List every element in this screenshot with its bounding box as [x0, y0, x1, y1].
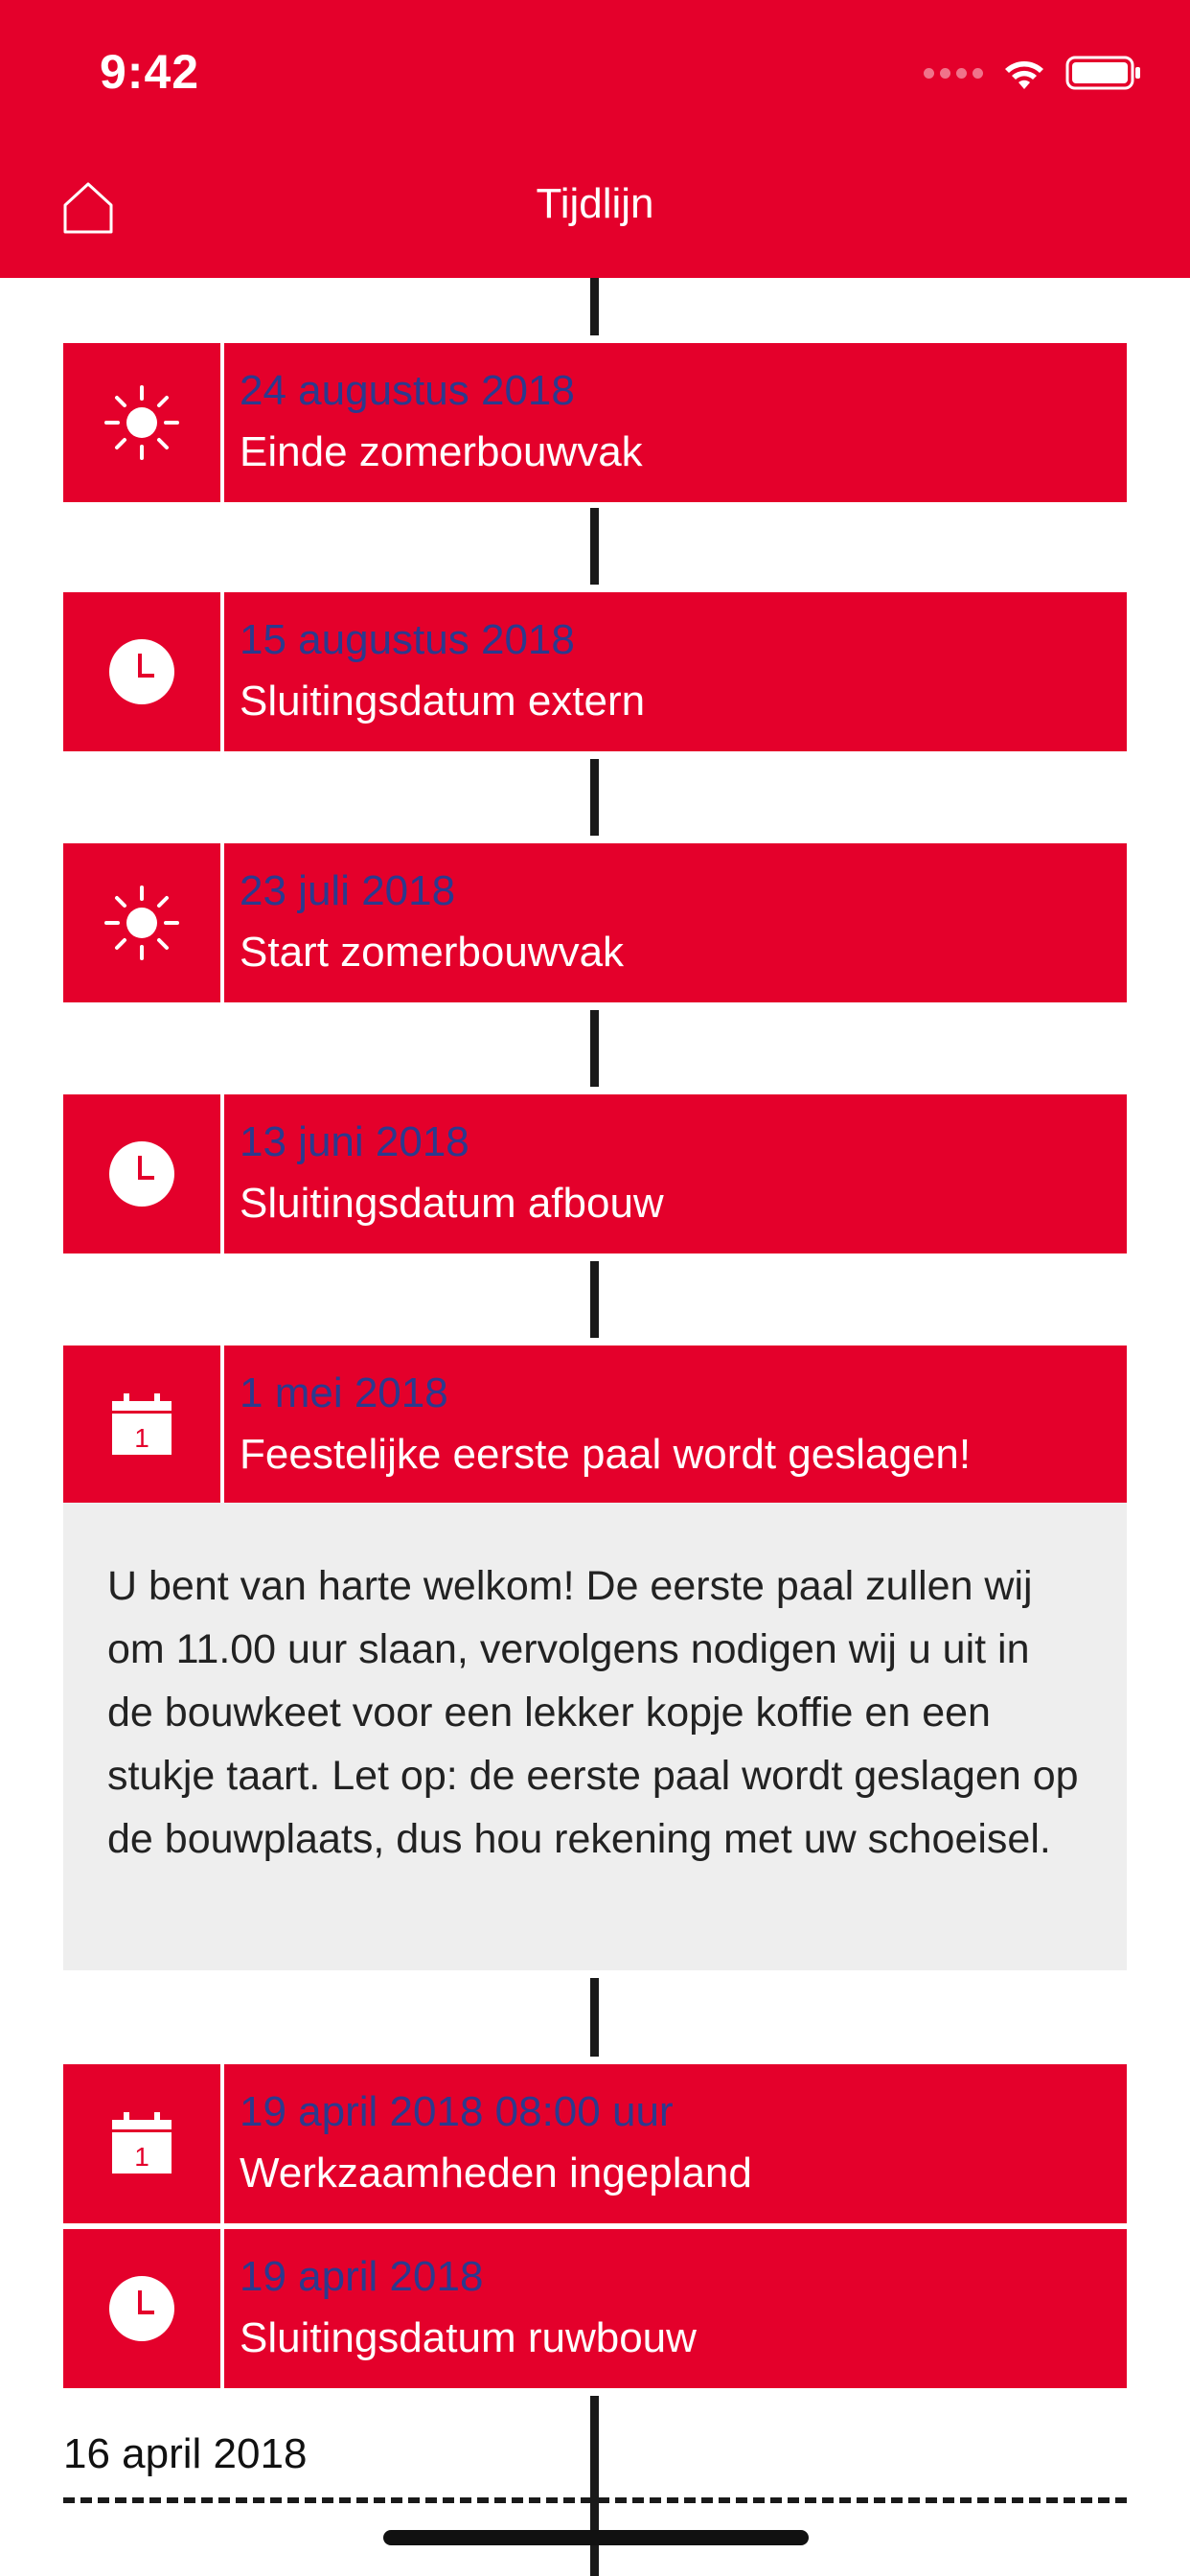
home-indicator[interactable] [383, 2530, 809, 2545]
svg-text:1: 1 [134, 1423, 149, 1453]
timeline-line [590, 1978, 599, 2057]
timeline-line [590, 759, 599, 836]
calendar-icon [99, 2101, 185, 2187]
app-header [0, 0, 1190, 278]
sun-icon [99, 380, 185, 466]
battery-icon [1065, 55, 1142, 91]
page-title: Tijdlijn [536, 180, 654, 227]
event-date: 1 mei 2018 [240, 1369, 448, 1416]
timeline-event[interactable] [63, 592, 1127, 751]
event-label: Sluitingsdatum ruwbouw [240, 2314, 697, 2361]
timeline-line [590, 2396, 599, 2576]
event-detail-text: U bent van harte welkom! De eerste paal zullen wij om 11.00 uur slaan, vervolgens nodigen wij u uit in de bouwkeet voor een lekker kopje koffie en een stukje taart. Let op: de eerste paal wordt geslagen op de bouwplaats, dus hou rekening met uw schoeisel. [63, 1503, 1127, 1970]
svg-text:1: 1 [134, 2142, 149, 2172]
timeline-event[interactable] [63, 843, 1127, 1002]
timeline-event-expanded[interactable] [63, 1346, 1127, 1505]
event-date: 19 april 2018 [240, 2253, 484, 2300]
event-date: 15 augustus 2018 [240, 616, 575, 663]
event-label: Feestelijke eerste paal wordt geslagen! [240, 1431, 972, 1478]
timeline-line [590, 1010, 599, 1087]
timeline-event[interactable] [63, 343, 1127, 502]
timeline-event[interactable] [63, 2229, 1127, 2388]
today-divider [63, 2497, 1127, 2503]
clock-icon [99, 1131, 185, 1217]
timeline-event[interactable] [63, 1094, 1127, 1254]
event-label: Start zomerbouwvak [240, 929, 625, 976]
calendar-icon [99, 1382, 185, 1468]
timeline-event[interactable] [63, 2064, 1127, 2223]
event-label: Sluitingsdatum afbouw [240, 1180, 664, 1227]
clock-icon [99, 629, 185, 715]
sun-icon [99, 880, 185, 966]
timeline-line [590, 508, 599, 585]
event-date: 13 juni 2018 [240, 1118, 469, 1165]
event-date: 23 juli 2018 [240, 867, 456, 914]
today-date-label: 16 april 2018 [63, 2430, 308, 2477]
clock-icon [99, 2266, 185, 2352]
event-label: Werkzaamheden ingepland [240, 2150, 752, 2196]
status-icons [924, 54, 1142, 92]
event-label: Sluitingsdatum extern [240, 678, 646, 724]
signal-icon [924, 68, 983, 79]
timeline-line [590, 1261, 599, 1338]
status-time: 9:42 [100, 45, 200, 99]
event-date: 19 april 2018 08:00 uur [240, 2088, 674, 2135]
timeline-line [590, 278, 599, 335]
event-date: 24 augustus 2018 [240, 367, 575, 414]
wifi-icon [1000, 55, 1048, 91]
event-label: Einde zomerbouwvak [240, 428, 643, 475]
